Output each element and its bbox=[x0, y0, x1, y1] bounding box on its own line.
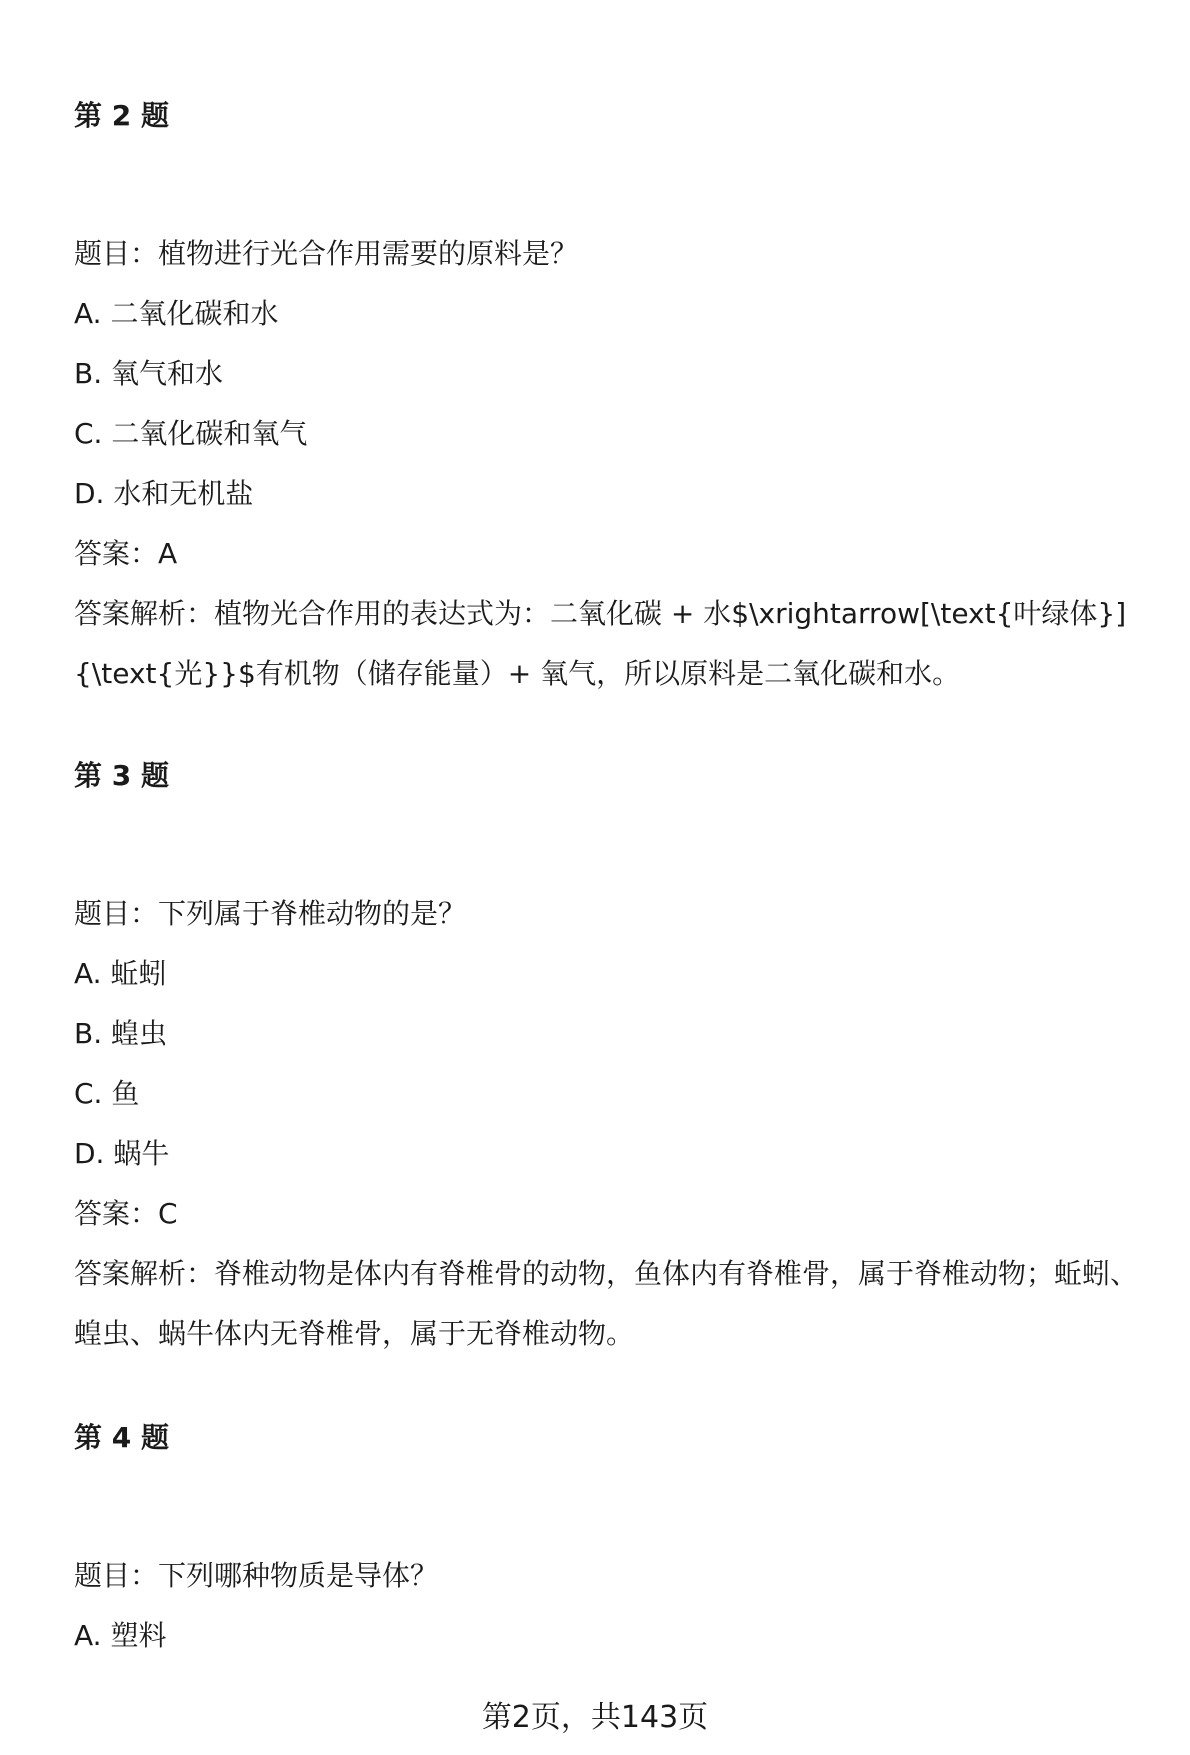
answer-explanation: 答案解析：脊椎动物是体内有脊椎骨的动物，鱼体内有脊椎骨，属于脊椎动物；蚯蚓、蝗虫、蜗牛体内无脊椎骨，属于无脊椎动物。 bbox=[74, 1257, 1139, 1350]
question-stem: 题目：下列属于脊椎动物的是？ bbox=[74, 897, 467, 930]
question-stem: 题目：植物进行光合作用需要的原料是？ bbox=[74, 237, 579, 270]
question-heading: 第 4 题 bbox=[74, 1421, 169, 1454]
question-3 bbox=[74, 756, 1164, 1364]
question-stem: 题目：下列哪种物质是导体？ bbox=[74, 1559, 439, 1592]
option-b: B. 蝗虫 bbox=[74, 1017, 168, 1050]
answer: 答案：C bbox=[74, 1197, 178, 1230]
question-4 bbox=[74, 1418, 1164, 1666]
question-2 bbox=[74, 96, 1164, 704]
question-heading: 第 2 题 bbox=[74, 99, 169, 132]
option-a: A. 塑料 bbox=[74, 1619, 167, 1652]
option-c: C. 二氧化碳和氧气 bbox=[74, 417, 308, 450]
answer: 答案：A bbox=[74, 537, 178, 570]
option-a: A. 蚯蚓 bbox=[74, 957, 167, 990]
question-heading: 第 3 题 bbox=[74, 759, 169, 792]
option-c: C. 鱼 bbox=[74, 1077, 140, 1110]
option-d: D. 蜗牛 bbox=[74, 1137, 170, 1170]
page-number: 第2页，共143页 bbox=[481, 1700, 709, 1735]
option-b: B. 氧气和水 bbox=[74, 357, 224, 390]
answer-explanation: 答案解析：植物光合作用的表达式为：二氧化碳 + 水$\xrightarrow[\text{叶绿体}]{\text{光}}$有机物（储存能量）+ 氧气，所以原料是二氧化碳和水。 bbox=[74, 597, 1127, 690]
option-a: A. 二氧化碳和水 bbox=[74, 297, 279, 330]
option-d: D. 水和无机盐 bbox=[74, 477, 254, 510]
